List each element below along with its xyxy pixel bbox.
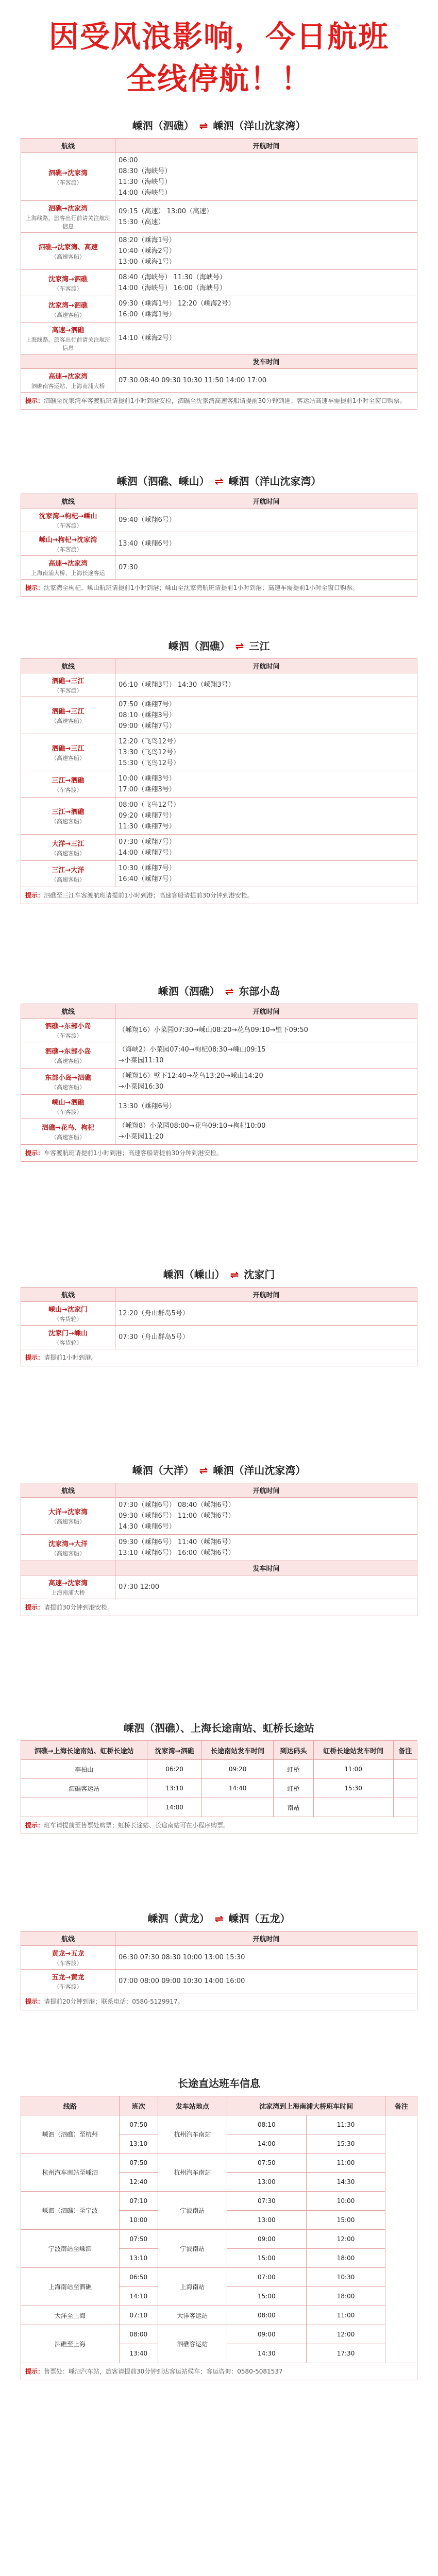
table-row: 泗礁→三江 （高速客船） 07:50（嵊翔7号） 08:10（嵊翔3号） 09:00（嵊翔7号） bbox=[21, 697, 417, 734]
table-row: 李柏山 06:20 09:20 虹桥 11:00 bbox=[21, 1760, 417, 1779]
table-row: 高速→沈家湾 上海南浦大桥、上海长途客运 07:30 bbox=[21, 556, 417, 580]
section-note: 提示：沈家湾至枸杞、嵊山航班请提前1小时到港；嵊山至沈家湾航班请提前1小时到港；高速车需提前1小时至窗口购票。 bbox=[21, 580, 417, 597]
section-sijiao-sanjiang bbox=[21, 634, 417, 904]
section-east-islands bbox=[21, 979, 417, 1162]
long-bus-table: 线路 班次 发车站地点 沈家湾到上海南浦大桥班车时间 备注 嵊泗（泗礁）至杭州 07:50 杭州汽车南站 08:10 11:30 13:10 14:00 15:30 杭州汽车南站至嵊泗 07:50 杭州汽车南站 07:50 11:00 12:40 13:00 14:30 嵊泗（泗礁）至宁波 07:10 宁波南站 07:30 10:00 10:00 13:00 15:00 宁波南站至嵊泗 07:50 宁波南站 09:00 12:00 13:10 15:00 18:00 上海南站至泗礁 06:50 上海南站 07:00 10:30 14:10 15:00 18:00 大洋至上海 07:10 大洋客运站 08:00 11:00 泗礁至上海 08:00 泗礁客运站 09:00 12:00 13:40 14:30 17:30 bbox=[21, 2096, 417, 2363]
schedule-table: 航线 开航时间 嵊山→沈家门 （客货轮） 12:20（舟山群岛5号） 沈家门→嵊山 （客货轮） 07:30（舟山群岛5号） bbox=[21, 1287, 417, 1349]
table-row: 嵊山→沈家门 （客货轮） 12:20（舟山群岛5号） bbox=[21, 1302, 417, 1326]
table-row: 13:10 14:00 15:30 bbox=[21, 2134, 417, 2154]
arrow-icon: ⇌ bbox=[225, 985, 234, 997]
table-row: 泗礁→花鸟、枸杞 （高速客船） （嵊翔8）小菜园08:00→花鸟09:10→枸杞10:00 →小菜园11:20 bbox=[21, 1118, 417, 1145]
section-note: 提示：请提前20分钟到港；联系电话：0580-5129917。 bbox=[21, 1993, 417, 2010]
schedule-table: 航线 开航时间 沈家湾→枸杞→嵊山 （车客渡） 09:40（嵊翔6号） 嵊山→枸杞→沈家湾 （车客渡） 13:40（嵊翔6号） 高速→沈家湾 上海南浦大桥、上海长途客运 07:30 bbox=[21, 494, 417, 580]
table-row: 东部小岛→泗礁 （高速客船） （嵊翔16）壁下12:40→花鸟13:20→嵊山14:20 →小菜园16:30 bbox=[21, 1069, 417, 1095]
section-title: 嵊泗（嵊山） ⇌ 沈家门 bbox=[163, 1268, 275, 1281]
section-note: 提示：泗礁至沈家湾车客渡航班请提前1小时到港安检，泗礁至沈家湾高速客船请提前30分钟到港；客运站高速车需提前1小时至窗口购票。 bbox=[21, 393, 417, 410]
section-title: 嵊泗（大洋） ⇌ 嵊泗（洋山沈家湾） bbox=[132, 1464, 306, 1477]
section-note: 提示：售票处：嵊泗汽车站，旅客请提前30分钟到达客运站候车；客运咨询：0580-5081537 bbox=[21, 2363, 417, 2380]
arrow-icon: ⇌ bbox=[199, 120, 208, 132]
section-shanghai-bus bbox=[21, 1716, 417, 1834]
schedule-table: 航线 开航时间 泗礁→沈家湾 （车客渡） 06:00 08:30（海峡号） 11:30（海峡号） 14:00（海峡号） 泗礁→沈家湾 上海线路，旅客出行前请关注航班信息 09:15（高速） 13:00（高速） 15:30（高速） 泗礁→沈家湾、高速 （高速客船） 08:20（嵊海1号） 10:40（嵊海2号） 13:00（嵊海1号） 沈家湾→泗礁 （车客渡） 08:40（海峡号） 11:30（海峡号） 14:00（海峡号） 16:00（海峡号） 沈家湾→泗礁 （高速客船） 09:30（嵊海1号） 12:20（嵊海2号） 16:00（嵊海1号） 高速→泗礁 上海线路，旅客出行前请关注航班信息 14:10（嵊海2号） 发车时间 高速→沈家湾 泗礁南客运站、上海南浦大桥 07:30 08:40 09:30 10:30 11:50 14:00 17:00 bbox=[21, 138, 417, 393]
table-row: 黄龙→五龙 （车客渡） 06:30 07:30 08:30 10:00 13:00 15:30 bbox=[21, 1946, 417, 1970]
table-row: 三江→大洋 （高速客船） 10:30（嵊翔7号） 16:40（嵊翔7号） bbox=[21, 861, 417, 887]
table-row: 泗礁→三江 （高速客船） 12:20（飞鸟12号） 13:30（飞鸟12号） 15:30（飞鸟12号） bbox=[21, 734, 417, 771]
table-row: 宁波南站至嵊泗 07:50 宁波南站 09:00 12:00 bbox=[21, 2230, 417, 2249]
section-title: 长途直达班车信息 bbox=[178, 2077, 260, 2090]
table-row: 三江→泗礁 （高速客船） 08:00（飞鸟12号） 09:20（嵊翔7号） 11:30（嵊翔7号） bbox=[21, 798, 417, 835]
table-row: 高速→沈家湾 泗礁南客运站、上海南浦大桥 07:30 08:40 09:30 10:30 11:50 14:00 17:00 bbox=[21, 369, 417, 393]
schedule-table: 航线 开航时间 泗礁→三江 （车客渡） 06:10（嵊翔3号） 14:30（嵊翔3号） 泗礁→三江 （高速客船） 07:50（嵊翔7号） 08:10（嵊翔3号） 09:00（嵊翔7号） 泗礁→三江 （高速客船） 12:20（飞鸟12号） 13:30（飞鸟12号） 15:30（飞鸟12号） 三江→泗礁 （车客渡） 10:00（嵊翔3号） 17:00（嵊翔3号） 三江→泗礁 （高速客船） 08:00（飞鸟12号） 09:20（嵊翔7号） 11:30（嵊翔7号） 大洋→三江 （高速客船） 07:30（嵊翔7号） 14:00（嵊翔7号） 三江→大洋 （高速客船） 10:30（嵊翔7号） 16:40（嵊翔7号） bbox=[21, 658, 417, 887]
table-row: 嵊泗（泗礁）至宁波 07:10 宁波南站 07:30 10:00 bbox=[21, 2192, 417, 2211]
section-title: 嵊泗（泗礁、嵊山） ⇌ 嵊泗（洋山沈家湾） bbox=[116, 475, 322, 487]
table-row: 泗礁客运站 13:10 14:40 虹桥 15:30 bbox=[21, 1779, 417, 1798]
table-row: 泗礁→东部小岛 （高速客船） （海峡2）小菜园07:40→枸杞08:30→嵊山09:15 →小菜园11:10 bbox=[21, 1042, 417, 1069]
table-row: 大洋至上海 07:10 大洋客运站 08:00 11:00 bbox=[21, 2306, 417, 2325]
section-shengshan-shenjiamen bbox=[21, 1262, 417, 1366]
table-row: 嵊泗（泗礁）至杭州 07:50 杭州汽车南站 08:10 11:30 bbox=[21, 2115, 417, 2134]
section-shengshan-shenjiawan bbox=[21, 469, 417, 597]
section-note: 提示：泗礁至三江车客渡航班请提前1小时到港；高速客船请提前30分钟到港安检。 bbox=[21, 887, 417, 904]
table-row: 大洋→沈家湾 （高速客船） 07:30（嵊翔6号） 08:40（嵊翔6号） 09:30（嵊翔6号） 11:00（嵊翔6号） 14:30（嵊翔6号） bbox=[21, 1498, 417, 1535]
stop-banner bbox=[0, 15, 438, 100]
table-row: 13:40 14:30 17:30 bbox=[21, 2344, 417, 2363]
section-dayang-shenjiawan bbox=[21, 1458, 417, 1616]
table-row: 三江→泗礁 （车客渡） 10:00（嵊翔3号） 17:00（嵊翔3号） bbox=[21, 771, 417, 798]
section-title: 嵊泗（泗礁）、上海长途南站、虹桥长途站 bbox=[124, 1722, 314, 1734]
table-row: 14:10 15:00 18:00 bbox=[21, 2287, 417, 2306]
table-row: 泗礁→三江 （车客渡） 06:10（嵊翔3号） 14:30（嵊翔3号） bbox=[21, 673, 417, 697]
table-row: 13:10 15:00 18:00 bbox=[21, 2249, 417, 2268]
section-note: 提示：请提前1小时到港。 bbox=[21, 1349, 417, 1366]
table-row: 泗礁至上海 08:00 泗礁客运站 09:00 12:00 bbox=[21, 2325, 417, 2344]
table-row: 10:00 13:00 15:00 bbox=[21, 2211, 417, 2230]
section-title: 嵊泗（泗礁） ⇌ 嵊泗（洋山沈家湾） bbox=[132, 120, 306, 132]
schedule-table: 航线 开航时间 大洋→沈家湾 （高速客船） 07:30（嵊翔6号） 08:40（嵊翔6号） 09:30（嵊翔6号） 11:00（嵊翔6号） 14:30（嵊翔6号） 沈家湾→大洋 （高速客船） 09:30（嵊翔6号） 11:40（嵊翔6号） 13:10（嵊翔6号） 16:00（嵊翔6号） 发车时间 高速→沈家湾 上海南浦大桥 07:30 12:00 bbox=[21, 1483, 417, 1599]
section-sijiao-shenjiawan bbox=[21, 113, 417, 410]
table-row: 嵊山→枸杞→沈家湾 （车客渡） 13:40（嵊翔6号） bbox=[21, 532, 417, 556]
table-row: 沈家湾→大洋 （高速客船） 09:30（嵊翔6号） 11:40（嵊翔6号） 13:10（嵊翔6号） 16:00（嵊翔6号） bbox=[21, 1535, 417, 1561]
arrow-icon: ⇌ bbox=[230, 1268, 239, 1281]
arrow-icon: ⇌ bbox=[214, 1912, 224, 1925]
schedule-table: 航线 开航时间 泗礁→东部小岛 （车客渡） （嵊翔16）小菜园07:30→嵊山08:20→花鸟09:10→壁下09:50 泗礁→东部小岛 （高速客船） （海峡2）小菜园07:40→枸杞08:30→嵊山09:15 →小菜园11:10 东部小岛→泗礁 （高速客船） （嵊翔16）壁下12:40→花鸟13:20→嵊山14:20 →小菜园16:30 嵊山→泗礁 （车客渡） 13:30（嵊翔6号） 泗礁→花鸟、枸杞 （高速客船） （嵊翔8）小菜园08:00→花鸟09:10→枸杞10:00 →小菜园11:20 bbox=[21, 1004, 417, 1145]
table-row: 14:00 南站 bbox=[21, 1798, 417, 1817]
table-row: 沈家湾→泗礁 （车客渡） 08:40（海峡号） 11:30（海峡号） 14:00（海峡号） 16:00（海峡号） bbox=[21, 270, 417, 296]
table-row: 沈家湾→枸杞→嵊山 （车客渡） 09:40（嵊翔6号） bbox=[21, 509, 417, 532]
arrow-icon: ⇌ bbox=[235, 640, 244, 652]
table-row: 泗礁→沈家湾 （车客渡） 06:00 08:30（海峡号） 11:30（海峡号） 14:00（海峡号） bbox=[21, 153, 417, 201]
table-row: 高速→沈家湾 上海南浦大桥 07:30 12:00 bbox=[21, 1575, 417, 1599]
section-long-distance-bus bbox=[21, 2071, 417, 2380]
section-title: 嵊泗（泗礁） ⇌ 东部小岛 bbox=[158, 985, 280, 997]
section-title: 嵊泗（黄龙） ⇌ 嵊泗（五龙） bbox=[147, 1912, 291, 1925]
section-huanglong-wulong bbox=[21, 1906, 417, 2010]
banner-line-1: 因受风浪影响，今日航班 bbox=[48, 19, 389, 54]
table-row: 高速→泗礁 上海线路，旅客出行前请关注航班信息 14:10（嵊海2号） bbox=[21, 323, 417, 354]
banner-line-2: 全线停航！！ bbox=[126, 61, 312, 96]
section-note: 提示：请提前30分钟到港安检。 bbox=[21, 1599, 417, 1616]
schedule-table: 航线 开航时间 黄龙→五龙 （车客渡） 06:30 07:30 08:30 10:00 13:00 15:30 五龙→黄龙 （车客渡） 07:00 08:00 09:00 10:30 14:00 16:00 bbox=[21, 1931, 417, 1993]
table-row: 沈家湾→泗礁 （高速客船） 09:30（嵊海1号） 12:20（嵊海2号） 16:00（嵊海1号） bbox=[21, 296, 417, 323]
bus-table: 泗礁→上海长途南站、虹桥长途站 沈家湾→泗礁 长途南站发车时间 到达码头 虹桥长途站发车时间 备注 李柏山 06:20 09:20 虹桥 11:00 泗礁客运站 13:10 14:40 虹桥 15:30 14:00 南站 bbox=[21, 1740, 417, 1817]
section-title: 嵊泗（泗礁） ⇌ 三江 bbox=[168, 640, 270, 652]
table-row: 杭州汽车南站至嵊泗 07:50 杭州汽车南站 07:50 11:00 bbox=[21, 2154, 417, 2173]
table-row: 沈家门→嵊山 （客货轮） 07:30（舟山群岛5号） bbox=[21, 1326, 417, 1349]
table-row: 泗礁→沈家湾、高速 （高速客船） 08:20（嵊海1号） 10:40（嵊海2号） 13:00（嵊海1号） bbox=[21, 233, 417, 270]
table-row: 泗礁→东部小岛 （车客渡） （嵊翔16）小菜园07:30→嵊山08:20→花鸟09:10→壁下09:50 bbox=[21, 1019, 417, 1042]
table-row: 大洋→三江 （高速客船） 07:30（嵊翔7号） 14:00（嵊翔7号） bbox=[21, 835, 417, 861]
arrow-icon: ⇌ bbox=[214, 475, 224, 487]
table-row: 泗礁→沈家湾 上海线路，旅客出行前请关注航班信息 09:15（高速） 13:00（高速） 15:30（高速） bbox=[21, 201, 417, 233]
section-note: 提示：车客渡航班请提前1小时到港；高速客船请提前30分钟到港安检。 bbox=[21, 1145, 417, 1162]
table-row: 嵊山→泗礁 （车客渡） 13:30（嵊翔6号） bbox=[21, 1095, 417, 1118]
section-note: 提示：班车请提前至售票处购票；虹桥长途站、长途南站可在小程序购票。 bbox=[21, 1817, 417, 1834]
table-row: 12:40 13:00 14:30 bbox=[21, 2173, 417, 2192]
arrow-icon: ⇌ bbox=[199, 1464, 208, 1477]
table-row: 上海南站至泗礁 06:50 上海南站 07:00 10:30 bbox=[21, 2268, 417, 2287]
table-row: 五龙→黄龙 （车客渡） 07:00 08:00 09:00 10:30 14:00 16:00 bbox=[21, 1970, 417, 1993]
